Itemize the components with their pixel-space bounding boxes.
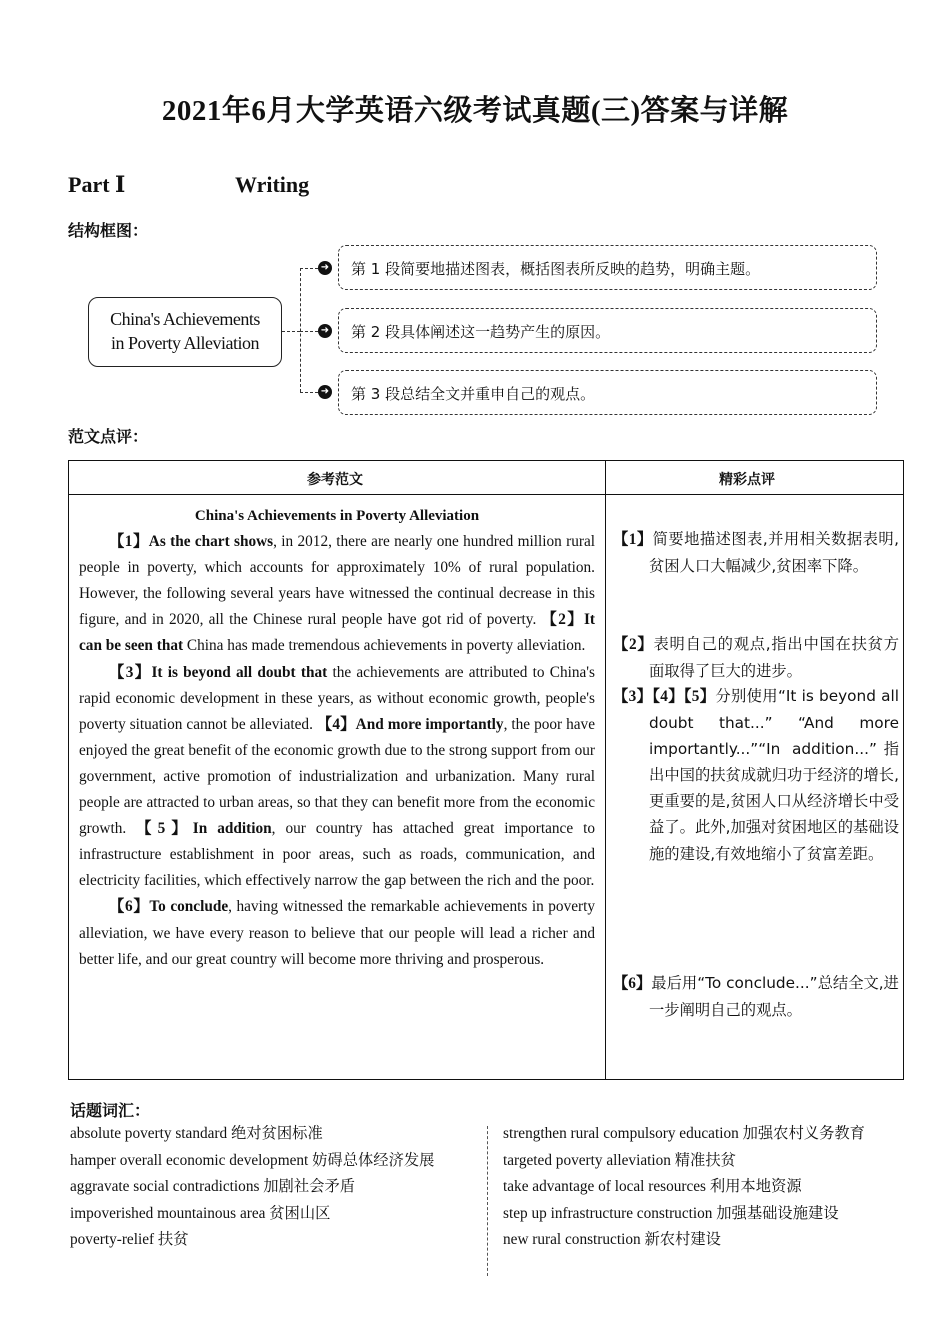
comment-text: 简要地描述图表,并用相关数据表明,贫困人口大幅减少,贫困率下降。: [649, 530, 899, 576]
connector-line: [300, 268, 301, 392]
sample-essay: [79, 503, 595, 973]
essay-text: , the poor have enjoyed the great benefit of the economic growth due to the strong support from our government, active promotion of industrialization and urbanization. Many rural people are attracted to urban areas, so that they can benefit more from the economic growth.: [79, 715, 595, 838]
comment-label: 【3】【4】【5】: [613, 688, 716, 705]
key-phrase: 【4】And more importantly: [316, 715, 504, 733]
structure-step: 第 2 段具体阐述这一趋势产生的原因。: [338, 308, 877, 353]
page-title: 2021年6月大学英语六级考试真题(三)答案与详解: [161, 95, 789, 127]
comment: [613, 970, 899, 1023]
connector-line: [300, 268, 318, 269]
comment-label: 【2】: [613, 636, 654, 653]
structure-heading: 结构框图：: [68, 221, 149, 240]
topic-line: China's Achievements: [110, 309, 260, 329]
connector-line: [300, 331, 318, 332]
comment: [613, 631, 899, 684]
comment-label: 【6】: [613, 975, 652, 992]
arrow-right-icon: ➜: [318, 324, 332, 338]
column-header-comment: 精彩点评: [719, 472, 775, 488]
vocab-item: poverty-relief 扶贫: [70, 1231, 189, 1248]
key-phrase: 【1】As the chart shows: [109, 533, 274, 551]
vocab-item: new rural construction 新农村建设: [503, 1231, 721, 1248]
part-number: Part Ⅰ: [68, 172, 126, 197]
comment: [613, 526, 899, 579]
connector-line: [300, 392, 318, 393]
key-phrase: 【2】It can be seen that: [79, 611, 595, 655]
arrow-right-icon: ➜: [318, 385, 332, 399]
comment-text: 最后用“To conclude...”总结全文,进一步阐明自己的观点。: [649, 974, 899, 1020]
essay-text: , having witnessed the remarkable achievements in poverty alleviation, we have every reason to believe that our people will lead a richer and better life, and our great country will become more thriving and prosperous.: [79, 898, 595, 968]
comment-text: 分别使用“It is beyond all doubt that...” “And more importantly...”“In addition...”指出中国的扶贫成就归功于经济的增长,更重要的是,贫困人口从经济增长中受益了。此外,加强对贫困地区的基础设施的建设,有效地缩小了贫富差距。: [649, 687, 899, 863]
essay-title: China's Achievements in Poverty Alleviation: [194, 508, 480, 524]
connector-line: [282, 331, 300, 332]
essay-paragraph: [79, 529, 595, 659]
vocab-list-left: [70, 1121, 480, 1254]
structure-step: 第 3 段总结全文并重申自己的观点。: [338, 370, 877, 415]
table-header: [69, 461, 903, 495]
essay-table: [68, 460, 904, 1080]
key-phrase: 【5】In addition: [136, 820, 272, 838]
comment: [613, 683, 899, 867]
vocab-item: take advantage of local resources 利用本地资源: [503, 1178, 802, 1195]
vocab-heading: 话题词汇：: [70, 1101, 151, 1120]
vocab-item: impoverished mountainous area 贫困山区: [70, 1204, 331, 1222]
vocab-item: aggravate social contradictions 加剧社会矛盾: [70, 1178, 356, 1195]
comment-label: 【1】: [613, 531, 653, 548]
essay-paragraph: [79, 660, 595, 895]
essay-text: , in 2012, there are nearly one hundred million rural people in poverty, which accounts for approximately 10% of rural population. However, the following several years have witnessed the continual decrease in this figure, and in 2020, all the Chinese rural people have got rid of poverty.: [79, 533, 595, 629]
topic-box: [88, 297, 282, 367]
vocab-item: hamper overall economic development 妨碍总体经济发展: [70, 1151, 435, 1169]
essay-text: China has made tremendous achievements in poverty alleviation.: [183, 637, 586, 655]
part-name: Writing: [235, 172, 310, 197]
vocab-item: targeted poverty alleviation 精准扶贫: [503, 1151, 736, 1169]
essay-paragraph: [79, 894, 595, 972]
structure-step: 第 1 段简要地描述图表，概括图表所反映的趋势，明确主题。: [338, 245, 877, 290]
arrow-right-icon: ➜: [318, 261, 332, 275]
essay-text: the achievements are attributed to China's rapid economic development in these years, as without economic growth, people's poverty situation cannot be alleviated.: [79, 663, 595, 733]
column-header-essay: 参考范文: [307, 472, 363, 488]
vocab-list-right: [503, 1121, 913, 1254]
vocab-divider: [487, 1126, 488, 1276]
key-phrase: 【3】It is beyond all doubt that: [109, 663, 328, 681]
key-phrase: 【6】To conclude: [109, 898, 229, 916]
essay-text: , our country has attached great importance to infrastructure establishment in poor areas, such as roads, communication, and electricity facilities, which effectively narrow the gap between the rich and the poor.: [79, 820, 595, 890]
vocab-item: strengthen rural compulsory education 加强农村义务教育: [503, 1125, 865, 1142]
vocab-item: absolute poverty standard 绝对贫困标准: [70, 1125, 323, 1142]
review-heading: 范文点评：: [68, 427, 149, 446]
topic-line: in Poverty Alleviation: [111, 333, 259, 353]
comment-text: 表明自己的观点,指出中国在扶贫方面取得了巨大的进步。: [649, 635, 899, 681]
vocab-item: step up infrastructure construction 加强基础设施建设: [503, 1204, 839, 1222]
column-divider: [605, 461, 606, 1079]
